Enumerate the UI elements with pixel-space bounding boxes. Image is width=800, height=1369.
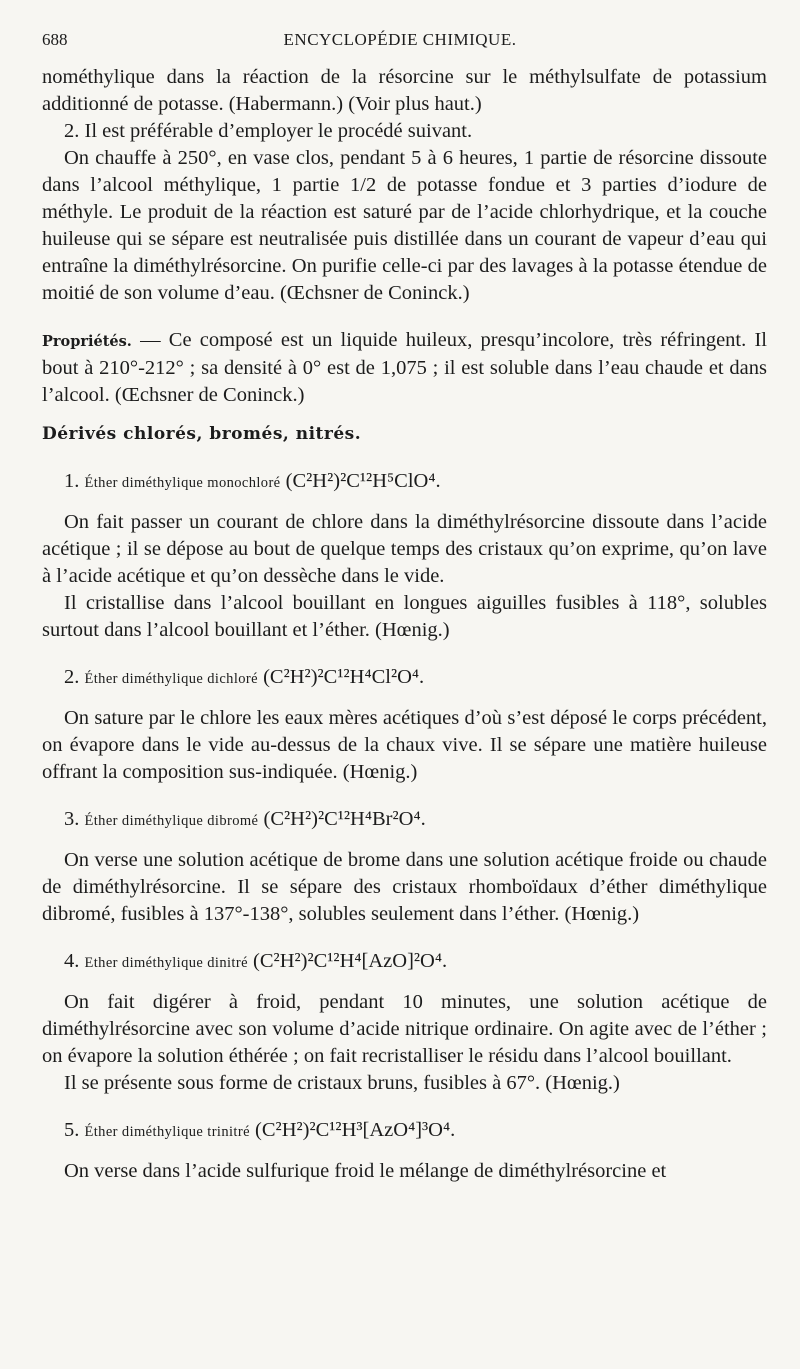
- compound-1-name: Éther diméthylique monochloré: [84, 475, 281, 491]
- text-body: [42, 64, 767, 1185]
- running-header: [42, 30, 758, 56]
- properties-heading: Propriétés.: [42, 333, 132, 350]
- compound-1-paragraph-1: On fait passer un courant de chlore dans la diméthylrésorcine dissoute dans l’acide acétique ; il se dépose au bout de quelque temps des cristaux qu’on exprime, qu’on lave à l’acide acétique et qu’on dessèche dans le vide.: [42, 511, 767, 587]
- compound-3-number: 3.: [64, 808, 80, 830]
- compound-1-paragraph-2: Il cristallise dans l’alcool bouillant en longues aiguilles fusibles à 118°, solubles surtout dans l’alcool bouillant et l’éther. (Hœnig.): [42, 592, 767, 641]
- compound-4-paragraph-2: Il se présente sous forme de cristaux bruns, fusibles à 67°. (Hœnig.): [64, 1072, 620, 1094]
- compound-5-paragraph-1: On verse dans l’acide sulfurique froid le mélange de diméthylrésorcine et: [64, 1160, 667, 1182]
- compound-2-paragraph-1: On sature par le chlore les eaux mères acétiques d’où s’est déposé le corps précédent, on évapore dans le vide au-dessus de la chaux vive. Il se sépare une matière huileuse offrant la composition sus-indiquée. (Hœnig.): [42, 707, 767, 783]
- paragraph-properties: [42, 327, 767, 409]
- properties-text: — Ce composé est un liquide huileux, presqu’incolore, très réfringent. Il bout à 210°-212° ; sa densité à 0° est de 1,075 ; il est soluble dans l’eau chaude et dans l’alcool. (Œchsner de Coninck.): [42, 329, 767, 406]
- paragraph-method-2: 2. Il est préférable d’employer le procédé suivant.: [64, 120, 473, 142]
- compound-5-name: Éther diméthylique trinitré: [84, 1124, 250, 1140]
- compound-2-name: Éther diméthylique dichloré: [84, 671, 258, 687]
- paragraph-continuation: nométhylique dans la réaction de la résorcine sur le méthylsulfate de potassium additionné de potasse. (Habermann.) (Voir plus haut.): [42, 66, 767, 115]
- compound-2-title: [42, 664, 767, 693]
- compound-5-number: 5.: [64, 1119, 80, 1141]
- compound-4-name: Ether diméthylique dinitré: [84, 955, 248, 971]
- compound-4-paragraph-1: On fait digérer à froid, pendant 10 minutes, une solution acétique de diméthylrésorcine avec son volume d’acide nitrique ordinaire. On agite avec de l’éther ; on évapore la solution éthérée ; on fait recristalliser le résidu dans l’alcool bouillant.: [42, 991, 767, 1067]
- compound-3-paragraph-1: On verse une solution acétique de brome dans une solution acétique froide ou chaude de diméthylrésorcine. Il se sépare des cristaux rhomboïdaux d’éther diméthylique dibromé, fusibles à 137°-138°, solubles seulement dans l’éther. (Hœnig.): [42, 849, 767, 925]
- compound-4-formula: (C²H²)²C¹²H⁴[AzO]²O⁴.: [253, 950, 448, 972]
- compound-5-formula: (C²H²)²C¹²H³[AzO⁴]³O⁴.: [255, 1119, 456, 1141]
- running-title: ENCYCLOPÉDIE CHIMIQUE.: [283, 30, 517, 49]
- compound-3-name: Éther diméthylique dibromé: [84, 813, 259, 829]
- compound-1-formula: (C²H²)²C¹²H⁵ClO⁴.: [285, 470, 441, 492]
- section-heading: Dérivés chlorés, bromés, nitrés.: [42, 424, 362, 444]
- compound-1-title: [42, 468, 767, 497]
- compound-4-number: 4.: [64, 950, 80, 972]
- compound-3-formula: (C²H²)²C¹²H⁴Br²O⁴.: [263, 808, 426, 830]
- compound-2-number: 2.: [64, 666, 80, 688]
- page-number: 688: [42, 30, 68, 49]
- compound-5-title: [42, 1117, 767, 1146]
- compound-3-title: [42, 806, 767, 835]
- compound-1-number: 1.: [64, 470, 80, 492]
- compound-2-formula: (C²H²)²C¹²H⁴Cl²O⁴.: [263, 666, 425, 688]
- paragraph-procedure: On chauffe à 250°, en vase clos, pendant 5 à 6 heures, 1 partie de résorcine dissoute dans l’alcool méthylique, 1 partie 1/2 de potasse fondue et 3 parties d’iodure de méthyle. Le produit de la réaction est saturé par de l’acide chlorhydrique, et la couche huileuse qui se sépare est neutralisée puis distillée dans un courant de vapeur d’eau qui entraîne la diméthylrésorcine. On purifie celle-ci par des lavages à la potasse étendue de moitié de son volume d’eau. (Œchsner de Coninck.): [42, 147, 767, 304]
- compound-4-title: [42, 948, 767, 977]
